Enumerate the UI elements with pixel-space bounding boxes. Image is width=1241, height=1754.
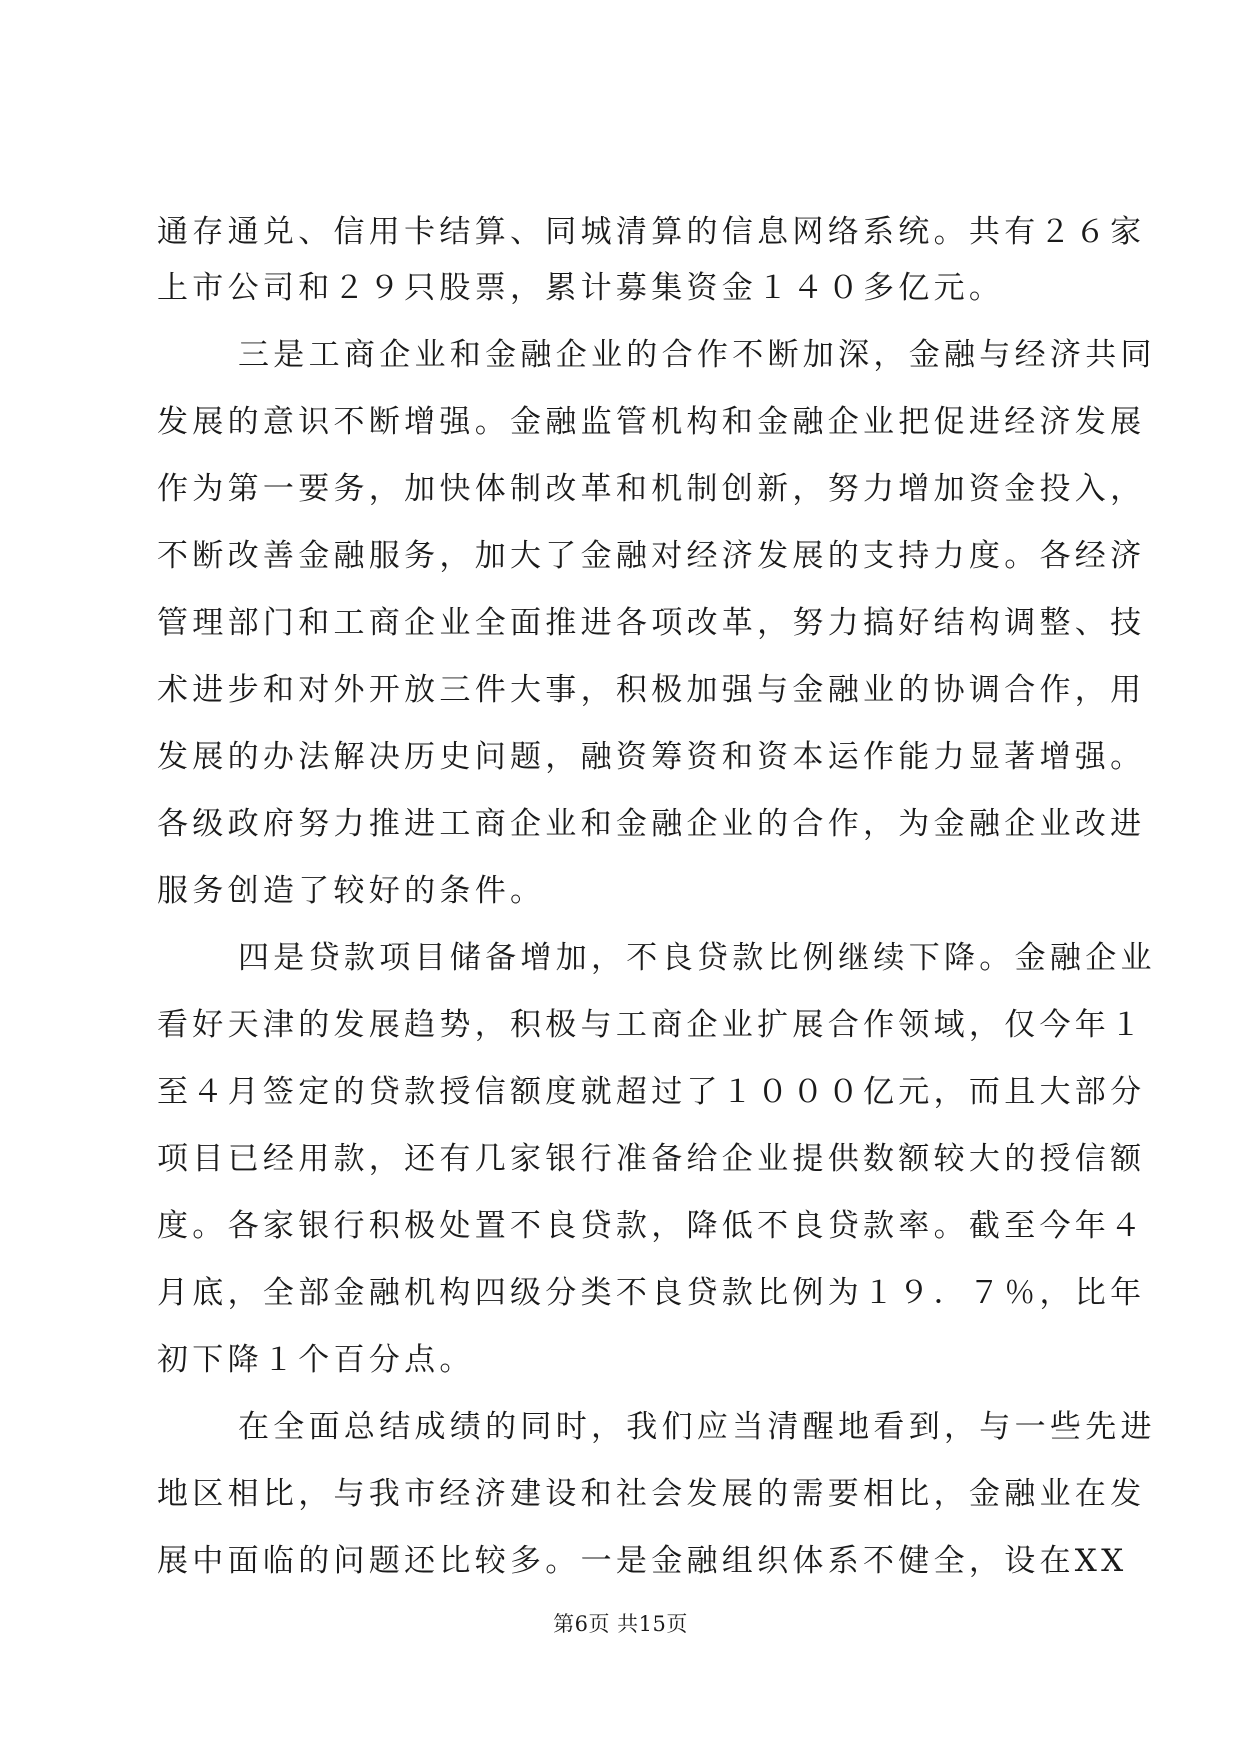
text-line-16: 度。各家银行积极处置不良贷款，降低不良贷款率。截至今年４ [157,1208,1146,1244]
text-line-17: 月底，全部金融机构四级分类不良贷款比例为１９．７％，比年 [157,1275,1146,1311]
text-line-19: 在全面总结成绩的同时，我们应当清醒地看到，与一些先进 [238,1409,1156,1445]
text-line-5: 作为第一要务，加快体制改革和机制创新，努力增加资金投入， [157,471,1146,507]
text-line-21: 展中面临的问题还比较多。一是金融组织体系不健全，设在XX [157,1543,1128,1579]
text-line-1: 通存通兑、信用卡结算、同城清算的信息网络系统。共有２６家 [157,214,1146,250]
text-line-8: 术进步和对外开放三件大事，积极加强与金融业的协调合作，用 [157,672,1146,708]
text-line-13: 看好天津的发展趋势，积极与工商企业扩展合作领域，仅今年１ [157,1007,1146,1043]
text-line-20: 地区相比，与我市经济建设和社会发展的需要相比，金融业在发 [157,1476,1146,1512]
text-line-9: 发展的办法解决历史问题，融资筹资和资本运作能力显著增强。 [157,739,1146,775]
page-number-footer: 第6页 共15页 [553,1612,688,1636]
text-line-18: 初下降１个百分点。 [157,1342,475,1378]
text-line-14: 至４月签定的贷款授信额度就超过了１０００亿元，而且大部分 [157,1074,1146,1110]
text-line-11: 服务创造了较好的条件。 [157,873,546,909]
text-line-12: 四是贷款项目储备增加，不良贷款比例继续下降。金融企业 [238,940,1156,976]
text-line-4: 发展的意识不断增强。金融监管机构和金融企业把促进经济发展 [157,404,1146,440]
text-line-10: 各级政府努力推进工商企业和金融企业的合作，为金融企业改进 [157,806,1146,842]
text-line-15: 项目已经用款，还有几家银行准备给企业提供数额较大的授信额 [157,1141,1146,1177]
text-line-2: 上市公司和２９只股票，累计募集资金１４０多亿元。 [157,270,1005,306]
text-line-3: 三是工商企业和金融企业的合作不断加深，金融与经济共同 [238,337,1156,373]
text-line-7: 管理部门和工商企业全面推进各项改革，努力搞好结构调整、技 [157,605,1146,641]
text-line-6: 不断改善金融服务，加大了金融对经济发展的支持力度。各经济 [157,538,1146,574]
